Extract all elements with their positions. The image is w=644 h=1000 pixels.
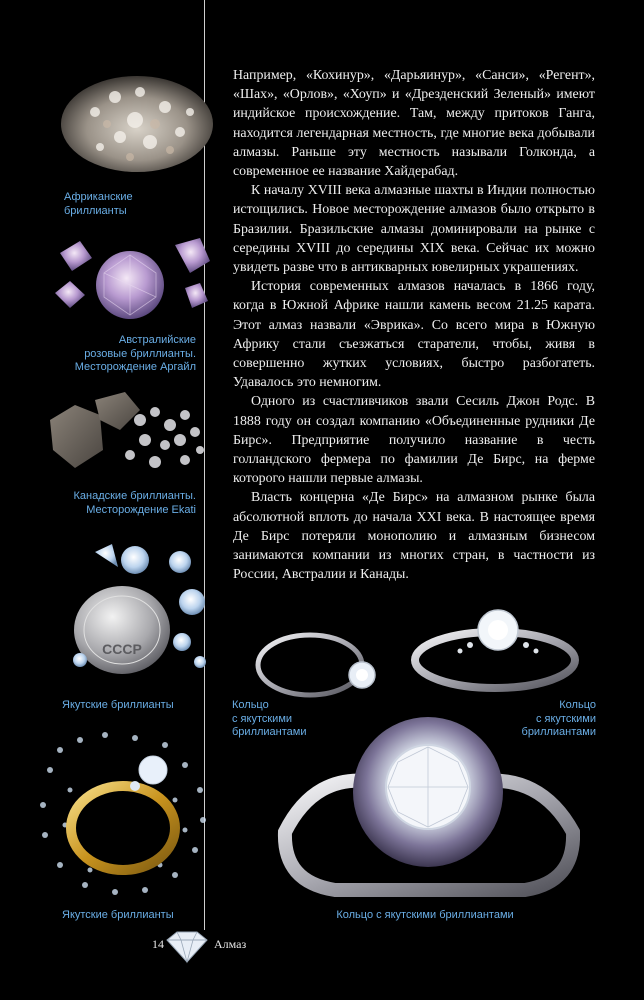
body-text	[233, 66, 595, 584]
caption-australian-diamonds: Австралийские розовые бриллианты. Месторождение Аргайл	[74, 334, 196, 373]
page-number: 14	[152, 937, 164, 951]
diamond-icon	[163, 930, 211, 964]
paragraph-3: История современных алмазов началась в 1866 году, когда в Южной Африке нашли камень весом 21.25 карата. Этот алмаз назвали «Эврика». Со всего мира в Южную Африку стали съезжаться старатели, чтобы, живя в совершенно жутких условиях, быстро разбогатеть. Удавалось это немногим.	[233, 279, 595, 391]
paragraph-4: Одного из счастливчиков звали Сесиль Джон Родс. В 1888 году он создал компанию «Объединенные рудники Де Бирс». Предприятие получило название в честь голландского фермера по фамилии Де Бирс, на ферме которого нашли первые алмазы.	[233, 394, 595, 487]
caption-yakut-diamonds-1: Якутские бриллианты	[62, 699, 174, 711]
ring-thin-image	[250, 615, 390, 710]
caption-canadian-diamonds: Канадские бриллианты. Месторождение Ekati	[73, 490, 196, 516]
australian-pink-diamonds-image	[50, 233, 215, 333]
canadian-diamonds-image	[45, 390, 215, 480]
paragraph-1: Например, «Кохинур», «Дарьяинур», «Санси», «Регент», «Шах», «Орлов», «Хоуп» и «Дрезденский Зеленый» имеют индийское происхождение. Там, между притоков Ганга, находится легендарная местность, где многие века добывали алмазы. Раньше эту местность называли Голконда, а современное ее название Хайдерабад.	[233, 68, 595, 180]
caption-african-diamonds: Африканские бриллианты	[64, 191, 133, 217]
paragraph-2: К началу XVIII века алмазные шахты в Индии полностью истощились. Новое месторождение алмазов было открыто в Бразилии. Бразильские алмазы доминировали на рынке с середины XVIII до середины XIX века. Сейчас их можно увидеть разве что в антикварных ювелирных украшениях.	[233, 183, 595, 276]
african-diamonds-image	[55, 62, 215, 177]
gold-ring-image	[35, 730, 210, 900]
running-title: Алмаз	[214, 937, 247, 951]
caption-yakut-diamonds-2: Якутские бриллианты	[62, 909, 174, 921]
paragraph-5: Власть концерна «Де Бирс» на алмазном рынке была абсолютной вплоть до начала XXI века. В настоящее время Де Бирс потеряли монополию и алмазным бизнесом занимаются компании из многих стран, в частности из России, Австралии и Канады.	[233, 490, 595, 583]
caption-ring-2: Кольцо с якутскими бриллиантами	[521, 699, 596, 738]
caption-ring-1: Кольцо с якутскими бриллиантами	[232, 699, 307, 738]
ring-solitaire-image	[408, 605, 583, 695]
ring-halo-image	[275, 712, 580, 902]
yakut-diamonds-coin-image	[60, 542, 210, 677]
caption-ring-3: Кольцо с якутскими бриллиантами	[336, 909, 514, 921]
coin-inscription: СССР	[102, 641, 142, 657]
